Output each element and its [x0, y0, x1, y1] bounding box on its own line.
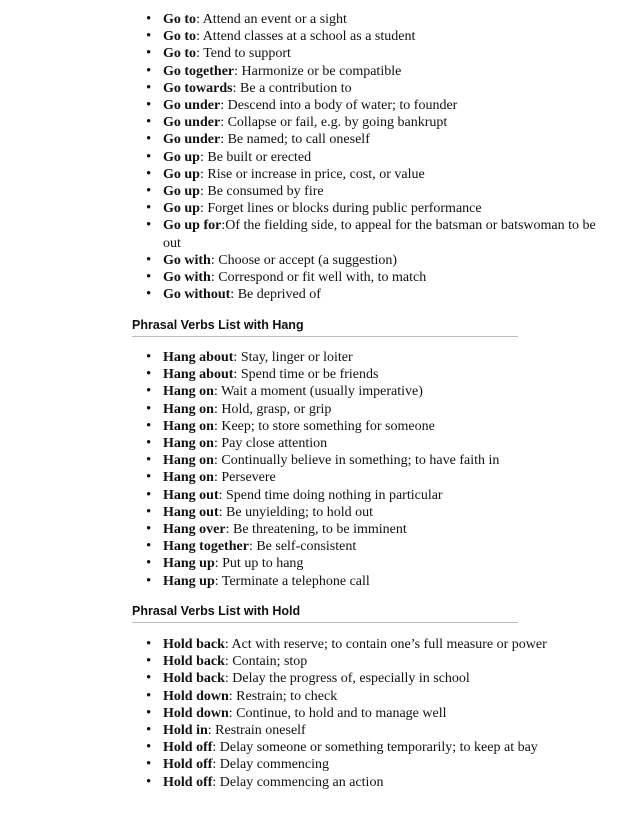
phrasal-verb-term: Hang on	[163, 436, 214, 452]
list-item	[0, 131, 638, 148]
phrasal-verb-definition: Spend time or be friends	[240, 367, 379, 383]
term-separator: :	[224, 654, 233, 670]
phrasal-verb-term: Hang over	[163, 522, 226, 538]
phrasal-verb-term: Go together	[163, 63, 235, 79]
phrasal-verb-definition: Delay commencing an action	[219, 774, 384, 790]
list-item	[0, 722, 638, 739]
term-separator: :	[228, 705, 237, 721]
phrasal-verb-definition: Wait a moment (usually imperative)	[221, 384, 423, 400]
term-separator: :	[214, 556, 223, 572]
phrasal-verb-definition: Be self-consistent	[256, 539, 357, 555]
list-item	[0, 739, 638, 756]
phrasal-verb-definition: Spend time doing nothing in particular	[226, 487, 443, 503]
phrasal-verb-definition: Continue, to hold and to manage well	[236, 705, 447, 721]
phrasal-verb-term: Hang on	[163, 384, 214, 400]
term-separator: :	[213, 453, 222, 469]
term-separator: :	[214, 573, 222, 589]
phrasal-verb-term: Go up	[163, 184, 200, 200]
term-separator: :	[234, 63, 242, 79]
phrasal-verb-term: Hang together	[163, 539, 249, 555]
list-item	[0, 97, 638, 114]
hang-phrasal-verbs-list	[0, 349, 638, 590]
phrasal-verb-term: Hold off	[163, 740, 213, 756]
list-item	[0, 286, 638, 303]
list-item	[0, 269, 638, 286]
term-separator: :	[199, 149, 208, 165]
term-separator: :	[196, 29, 203, 45]
list-item	[0, 504, 638, 521]
term-separator: :	[233, 367, 241, 383]
phrasal-verb-definition: Stay, linger or loiter	[240, 350, 353, 365]
term-separator: :	[199, 201, 208, 217]
term-separator: :	[213, 384, 222, 400]
phrasal-verb-term: Go under	[163, 132, 221, 148]
phrasal-verb-definition: Correspond or fit well with, to match	[218, 270, 427, 286]
phrasal-verb-definition: Delay the progress of, especially in school	[232, 671, 470, 687]
phrasal-verb-definition: Act with reserve; to contain one’s full measure or power	[231, 637, 547, 652]
phrasal-verb-definition: Continually believe in something; to have faith in	[221, 453, 500, 469]
phrasal-verb-definition: Delay commencing	[219, 757, 330, 773]
list-item	[0, 653, 638, 670]
list-item	[0, 487, 638, 504]
phrasal-verb-term: Hold in	[163, 723, 208, 739]
list-item	[0, 183, 638, 200]
phrasal-verb-definition: Persevere	[221, 470, 276, 486]
phrasal-verb-definition: Keep; to store something for someone	[221, 418, 435, 434]
list-item	[0, 28, 638, 45]
phrasal-verb-term: Hang up	[163, 556, 215, 572]
term-separator: :	[199, 184, 208, 200]
phrasal-verb-term: Go to	[163, 46, 197, 62]
term-separator: :	[213, 436, 222, 452]
phrasal-verb-term: Hang up	[163, 573, 215, 589]
phrasal-verb-term: Hang on	[163, 401, 214, 417]
phrasal-verb-definition: Restrain; to check	[236, 688, 338, 704]
hang-section-heading: Phrasal Verbs List with Hang	[132, 318, 518, 337]
phrasal-verb-definition: Be named; to call oneself	[227, 132, 370, 148]
phrasal-verb-definition: Be consumed by fire	[207, 184, 324, 200]
phrasal-verb-term: Hang out	[163, 487, 219, 503]
phrasal-verb-definition: Delay someone or something temporarily; to keep at bay	[219, 740, 538, 756]
list-item	[0, 636, 638, 653]
term-separator: :	[218, 487, 227, 503]
phrasal-verb-definition: Descend into a body of water; to founder	[227, 98, 458, 114]
list-item	[0, 366, 638, 383]
phrasal-verb-definition: Tend to support	[203, 46, 291, 62]
list-item	[0, 452, 638, 469]
list-item	[0, 469, 638, 486]
phrasal-verb-term: Go up	[163, 166, 200, 182]
phrasal-verb-term: Go under	[163, 115, 221, 131]
phrasal-verb-definition: Forget lines or blocks during public performance	[207, 201, 482, 217]
term-separator: :	[199, 166, 208, 182]
list-item	[0, 538, 638, 555]
list-item	[0, 521, 638, 538]
term-separator: :	[210, 270, 219, 286]
phrasal-verb-term: Hold off	[163, 757, 213, 773]
term-separator: :	[213, 470, 222, 486]
phrasal-verb-term: Go with	[163, 252, 211, 268]
term-separator: :	[213, 418, 222, 434]
term-separator: :	[207, 723, 216, 739]
term-separator: :	[210, 252, 219, 268]
term-separator: :	[228, 688, 237, 704]
phrasal-verb-term: Hang about	[163, 367, 234, 383]
phrasal-verb-term: Hold down	[163, 688, 229, 704]
list-item	[0, 573, 638, 590]
list-item	[0, 200, 638, 217]
list-item	[0, 252, 638, 269]
phrasal-verb-term: Go to	[163, 29, 197, 45]
phrasal-verb-term: Hang about	[163, 350, 234, 365]
term-separator: :	[212, 740, 220, 756]
phrasal-verb-term: Go up	[163, 201, 200, 217]
list-item	[0, 217, 638, 251]
phrasal-verb-term: Go up	[163, 149, 200, 165]
term-separator: :	[220, 115, 228, 131]
term-separator: :	[196, 46, 204, 62]
phrasal-verb-definition: Be unyielding; to hold out	[226, 504, 374, 520]
phrasal-verb-term: Go towards	[163, 80, 233, 96]
term-separator: :	[220, 98, 228, 114]
term-separator: :	[224, 671, 233, 687]
phrasal-verb-definition: Attend an event or a sight	[202, 12, 347, 27]
term-separator: :	[232, 80, 241, 96]
list-item	[0, 11, 638, 28]
list-item	[0, 435, 638, 452]
term-separator: :	[248, 539, 257, 555]
phrasal-verb-term: Go up for	[163, 218, 222, 234]
term-separator: :	[218, 504, 227, 520]
phrasal-verb-definition: Rise or increase in price, cost, or value	[207, 166, 425, 182]
hold-section-heading: Phrasal Verbs List with Hold	[132, 604, 518, 623]
phrasal-verb-term: Go under	[163, 98, 221, 114]
phrasal-verb-term: Hold off	[163, 774, 213, 790]
term-separator: :	[225, 522, 233, 538]
list-item	[0, 401, 638, 418]
list-item	[0, 45, 638, 62]
list-item	[0, 555, 638, 572]
phrasal-verb-definition: Choose or accept (a suggestion)	[218, 252, 398, 268]
list-item	[0, 166, 638, 183]
phrasal-verb-term: Hold back	[163, 637, 225, 652]
phrasal-verb-term: Hang on	[163, 418, 214, 434]
phrasal-verb-term: Hang out	[163, 504, 219, 520]
term-separator: :	[233, 350, 241, 365]
list-item	[0, 418, 638, 435]
list-item	[0, 349, 638, 366]
phrasal-verb-term: Hang on	[163, 453, 214, 469]
phrasal-verb-definition: Restrain oneself	[215, 723, 306, 739]
term-separator: :	[221, 218, 226, 234]
list-item	[0, 705, 638, 722]
phrasal-verb-term: Go to	[163, 12, 197, 27]
phrasal-verb-definition: Hold, grasp, or grip	[221, 401, 332, 417]
list-item	[0, 756, 638, 773]
term-separator: :	[196, 12, 203, 27]
phrasal-verb-term: Hang on	[163, 470, 214, 486]
phrasal-verb-definition: Be threatening, to be imminent	[233, 522, 407, 538]
phrasal-verb-definition: Be built or erected	[207, 149, 312, 165]
list-item	[0, 80, 638, 97]
phrasal-verb-term: Go with	[163, 270, 211, 286]
term-separator: :	[224, 637, 232, 652]
list-item	[0, 63, 638, 80]
list-item	[0, 670, 638, 687]
hold-phrasal-verbs-list	[0, 636, 638, 791]
phrasal-verb-term: Hold back	[163, 654, 225, 670]
list-item	[0, 114, 638, 131]
phrasal-verb-definition: Be deprived of	[237, 287, 321, 303]
term-separator: :	[230, 287, 238, 303]
list-item	[0, 774, 638, 791]
go-phrasal-verbs-list	[0, 11, 638, 303]
phrasal-verb-definition: Of the fielding side, to appeal for the batsman or batswoman to be out	[163, 218, 596, 251]
phrasal-verb-definition: Harmonize or be compatible	[241, 63, 402, 79]
term-separator: :	[212, 757, 220, 773]
phrasal-verb-definition: Pay close attention	[221, 436, 328, 452]
phrasal-verb-definition: Put up to hang	[222, 556, 304, 572]
list-item	[0, 688, 638, 705]
phrasal-verb-term: Hold back	[163, 671, 225, 687]
phrasal-verb-definition: Terminate a telephone call	[221, 573, 370, 589]
term-separator: :	[220, 132, 228, 148]
phrasal-verb-term: Hold down	[163, 705, 229, 721]
term-separator: :	[212, 774, 220, 790]
phrasal-verb-definition: Attend classes at a school as a student	[202, 29, 416, 45]
phrasal-verb-definition: Collapse or fail, e.g. by going bankrupt	[227, 115, 448, 131]
phrasal-verb-term: Go without	[163, 287, 231, 303]
list-item	[0, 149, 638, 166]
list-item	[0, 383, 638, 400]
phrasal-verb-definition: Contain; stop	[232, 654, 308, 670]
term-separator: :	[213, 401, 222, 417]
phrasal-verb-definition: Be a contribution to	[240, 80, 352, 96]
